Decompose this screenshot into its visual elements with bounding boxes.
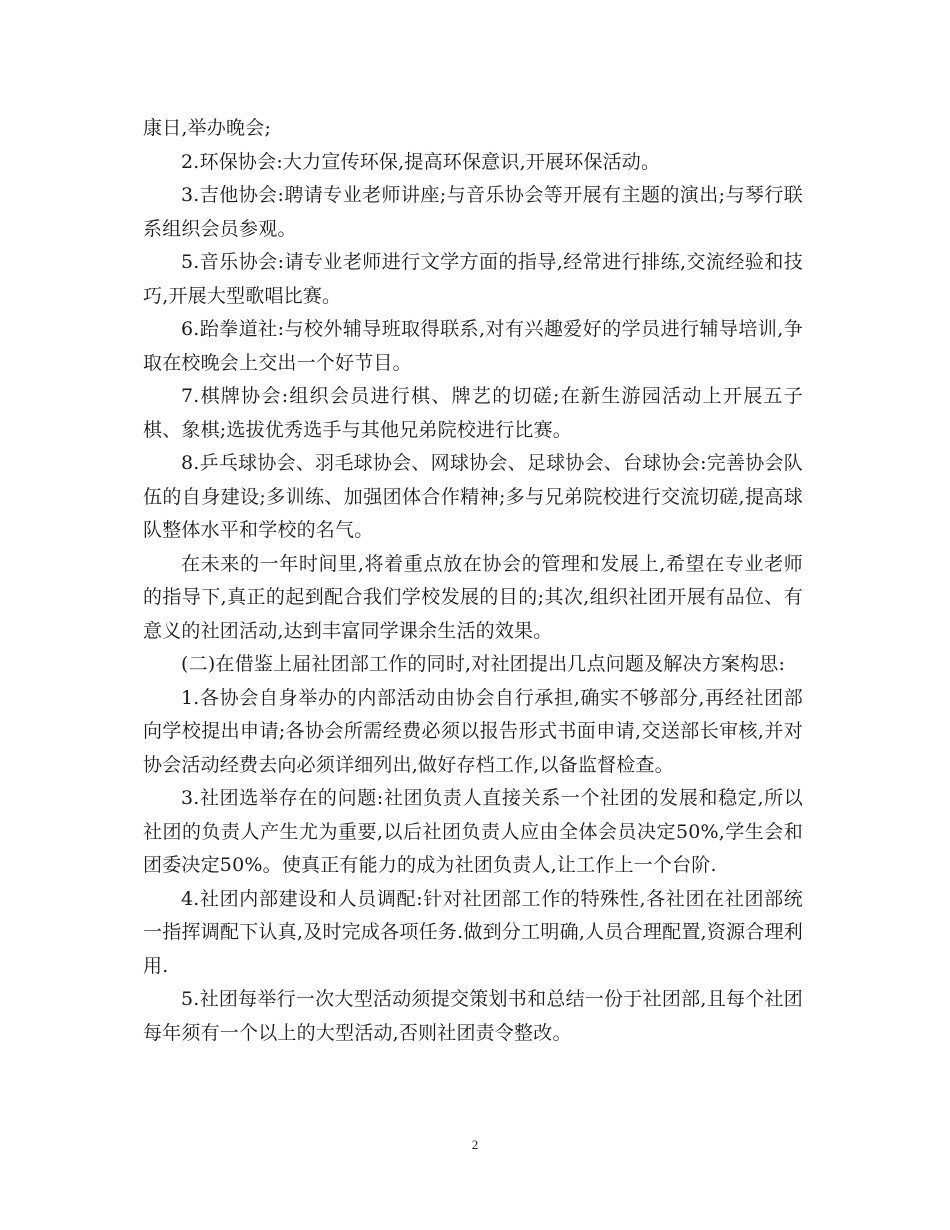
paragraph-11: 3.社团选举存在的问题:社团负责人直接关系一个社团的发展和稳定,所以社团的负责人产生尤为重要,以后社团负责人应由全体会员决定50%,学生会和团委决定50%。使真正有能力的成为社团负责人,让工作上一个台阶. [143, 787, 803, 876]
paragraph-12: 4.社团内部建设和人员调配:针对社团部工作的特殊性,各社团在社团部统一指挥调配下认真,及时完成各项任务.做到分工明确,人员合理配置,资源合理利用. [143, 887, 803, 977]
paragraph-9: (二)在借鉴上届社团部工作的同时,对社团提出几点问题及解决方案构思: [181, 653, 786, 675]
paragraph-4: 5.音乐协会:请专业老师进行文学方面的指导,经常进行排练,交流经验和技巧,开展大型歌唱比赛。 [143, 251, 803, 307]
paragraph-3: 3.吉他协会:聘请专业老师讲座;与音乐协会等开展有主题的演出;与琴行联系组织会员参观。 [143, 184, 803, 240]
page-number: 2 [471, 1137, 479, 1152]
paragraph-6: 7.棋牌协会:组织会员进行棋、牌艺的切磋;在新生游园活动上开展五子棋、象棋;选拔优秀选手与其他兄弟院校进行比赛。 [143, 385, 803, 441]
paragraph-2: 2.环保协会:大力宣传环保,提高环保意识,开展环保活动。 [181, 150, 661, 173]
paragraph-13: 5.社团每举行一次大型活动须提交策划书和总结一份于社团部,且每个社团每年须有一个以上的大型活动,否则社团责令整改。 [143, 988, 803, 1044]
paragraph-7: 8.乒乓球协会、羽毛球协会、网球协会、足球协会、台球协会:完善协会队伍的自身建设;多训练、加强团体合作精神;多与兄弟院校进行交流切磋,提高球队整体水平和学校的名气。 [143, 452, 803, 541]
paragraph-10: 1.各协会自身举办的内部活动由协会自行承担,确实不够部分,再经社团部向学校提出申请;各协会所需经费必须以报告形式书面申请,交送部长审核,并对协会活动经费去向必须详细列出,做好存档工作,以备监督检查。 [143, 686, 803, 776]
paragraph-1: 康日,举办晚会; [143, 117, 272, 139]
document-body [143, 112, 803, 1050]
paragraph-5: 6.跆拳道社:与校外辅导班取得联系,对有兴趣爱好的学员进行辅导培训,争取在校晚会上交出一个好节目。 [143, 318, 803, 374]
paragraph-8: 在未来的一年时间里,将着重点放在协会的管理和发展上,希望在专业老师的指导下,真正的起到配合我们学校发展的目的;其次,组织社团开展有品位、有意义的社团活动,达到丰富同学课余生活的效果。 [143, 552, 803, 642]
